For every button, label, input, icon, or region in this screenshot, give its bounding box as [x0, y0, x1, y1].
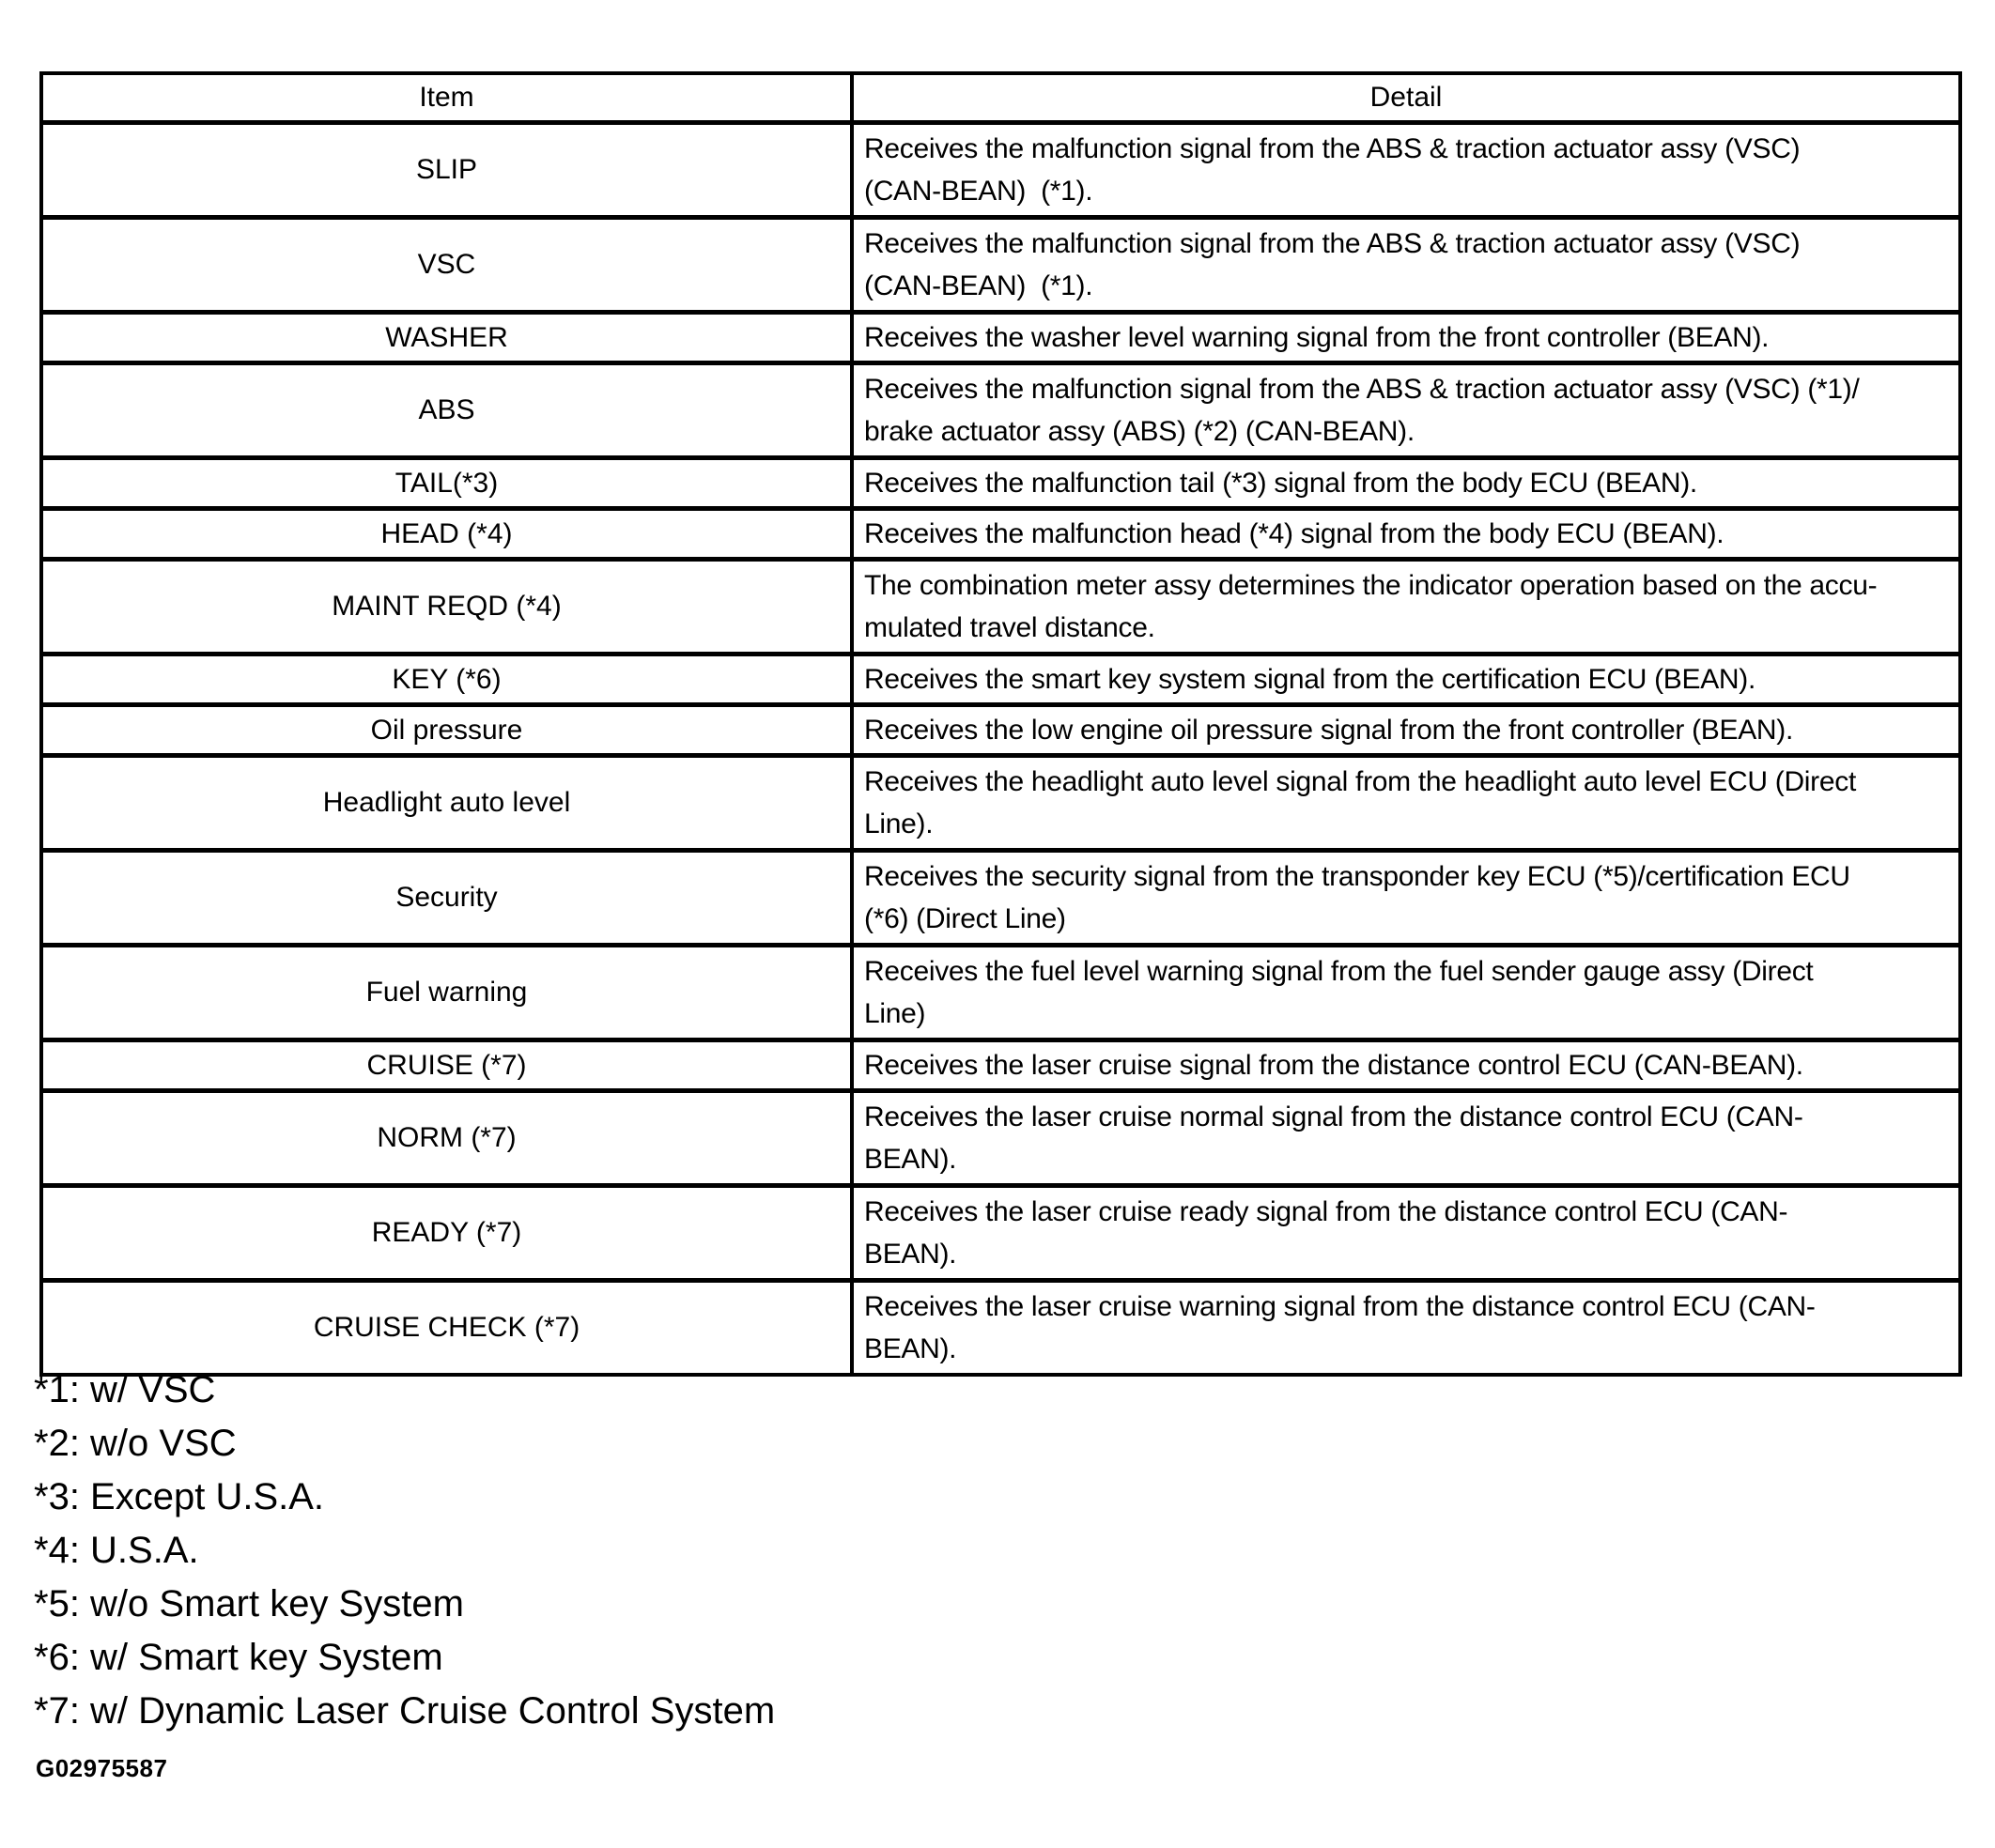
table-row [43, 511, 1958, 562]
table-row [43, 707, 1958, 758]
detail-cell [854, 656, 1958, 702]
detail-line: BEAN). [864, 1239, 957, 1270]
detail-line: Receives the malfunction head (*4) signal from the body ECU (BEAN). [864, 518, 1724, 549]
footnote-line: *1: w/ VSC [34, 1369, 216, 1410]
detail-cell [854, 947, 1958, 1038]
footnotes [34, 1363, 775, 1738]
detail-line: Line) [864, 998, 926, 1029]
detail-line: Receives the malfunction signal from the ABS & traction actuator assy (VSC) [864, 228, 1801, 259]
detail-cell [854, 707, 1958, 753]
table-row [43, 1042, 1958, 1093]
detail-cell [854, 758, 1958, 848]
detail-line: (*6) (Direct Line) [864, 903, 1066, 934]
detail-cell [854, 1283, 1958, 1373]
item-cell: Fuel warning [43, 947, 854, 1038]
table-row [43, 1283, 1958, 1373]
item-cell: CRUISE CHECK (*7) [43, 1283, 854, 1373]
table-row [43, 758, 1958, 853]
table-row [43, 947, 1958, 1042]
footnote-line: *2: w/o VSC [34, 1423, 237, 1464]
detail-line: Receives the low engine oil pressure signal from the front controller (BEAN). [864, 715, 1794, 746]
detail-line: (CAN-BEAN) (*1). [864, 176, 1093, 207]
detail-line: brake actuator assy (ABS) (*2) (CAN-BEAN). [864, 416, 1415, 447]
table-row [43, 125, 1958, 220]
detail-line: Receives the headlight auto level signal from the headlight auto level ECU (Direct [864, 766, 1856, 797]
detail-cell [854, 220, 1958, 310]
footnote-line: *4: U.S.A. [34, 1530, 199, 1571]
detail-line: Receives the malfunction tail (*3) signal from the body ECU (BEAN). [864, 468, 1697, 499]
item-cell: ABS [43, 365, 854, 455]
column-header-item: Item [43, 75, 854, 120]
item-cell: Headlight auto level [43, 758, 854, 848]
table-header-row [43, 75, 1958, 125]
item-cell: MAINT REQD (*4) [43, 562, 854, 652]
item-cell: KEY (*6) [43, 656, 854, 702]
item-cell: VSC [43, 220, 854, 310]
detail-cell [854, 365, 1958, 455]
detail-line: Receives the smart key system signal from the certification ECU (BEAN). [864, 664, 1755, 695]
detail-cell [854, 315, 1958, 361]
detail-line: (CAN-BEAN) (*1). [864, 270, 1093, 301]
detail-line: Receives the fuel level warning signal from the fuel sender gauge assy (Direct [864, 956, 1814, 987]
column-header-detail: Detail [1369, 82, 1443, 113]
item-cell: WASHER [43, 315, 854, 361]
detail-line: BEAN). [864, 1333, 957, 1364]
footnote-line: *3: Except U.S.A. [34, 1476, 325, 1517]
detail-cell [854, 125, 1958, 215]
detail-cell [854, 853, 1958, 943]
detail-line: Receives the washer level warning signal from the front controller (BEAN). [864, 322, 1770, 353]
table-row [43, 315, 1958, 365]
item-cell: READY (*7) [43, 1188, 854, 1278]
item-cell: NORM (*7) [43, 1093, 854, 1183]
table-row [43, 1093, 1958, 1188]
item-cell: Security [43, 853, 854, 943]
table-row [43, 853, 1958, 947]
footnote-line: *5: w/o Smart key System [34, 1583, 464, 1625]
table-row [43, 656, 1958, 707]
item-cell: TAIL(*3) [43, 460, 854, 506]
item-detail-table [39, 71, 1962, 1377]
table-row [43, 220, 1958, 315]
detail-line: Line). [864, 808, 934, 839]
detail-cell [854, 460, 1958, 506]
detail-line: Receives the laser cruise normal signal from the distance control ECU (CAN- [864, 1101, 1803, 1132]
detail-cell [854, 562, 1958, 652]
detail-line: Receives the laser cruise warning signal from the distance control ECU (CAN- [864, 1291, 1816, 1322]
detail-line: Receives the security signal from the transponder key ECU (*5)/certification ECU [864, 861, 1850, 892]
item-cell: SLIP [43, 125, 854, 215]
detail-cell [854, 511, 1958, 557]
detail-cell [854, 1188, 1958, 1278]
detail-line: BEAN). [864, 1144, 957, 1175]
table-row [43, 460, 1958, 511]
table-row [43, 562, 1958, 656]
item-cell: Oil pressure [43, 707, 854, 753]
detail-line: Receives the laser cruise ready signal from the distance control ECU (CAN- [864, 1196, 1788, 1227]
table-rows [43, 125, 1958, 1373]
detail-line: Receives the malfunction signal from the ABS & traction actuator assy (VSC) (*1)/ [864, 374, 1860, 405]
footnote-line: *7: w/ Dynamic Laser Cruise Control System [34, 1690, 776, 1732]
detail-cell [854, 1042, 1958, 1088]
item-cell: CRUISE (*7) [43, 1042, 854, 1088]
table-row [43, 365, 1958, 460]
detail-line: Receives the laser cruise signal from the distance control ECU (CAN-BEAN). [864, 1050, 1803, 1081]
item-cell: HEAD (*4) [43, 511, 854, 557]
table-row [43, 1188, 1958, 1283]
figure-id: G02975587 [36, 1754, 168, 1782]
detail-cell [854, 1093, 1958, 1183]
detail-line: mulated travel distance. [864, 612, 1155, 643]
detail-line: The combination meter assy determines the indicator operation based on the accu- [864, 570, 1878, 601]
detail-line: Receives the malfunction signal from the ABS & traction actuator assy (VSC) [864, 133, 1801, 164]
footnote-line: *6: w/ Smart key System [34, 1637, 443, 1678]
